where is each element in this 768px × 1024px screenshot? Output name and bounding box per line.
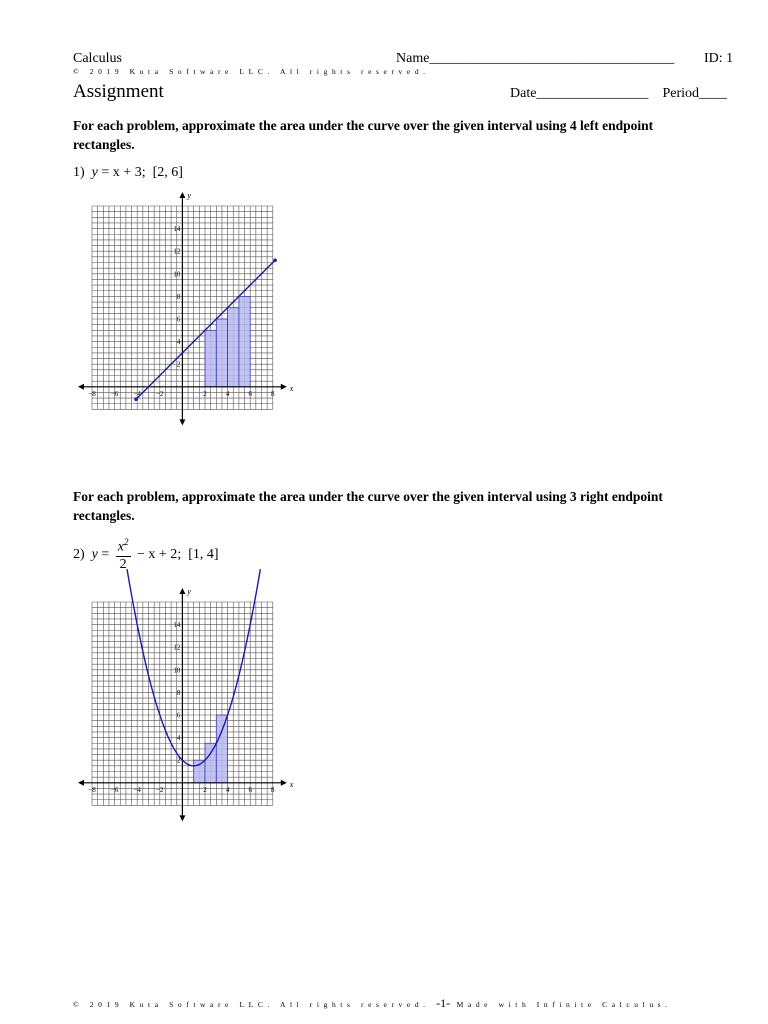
problem-1-graph-x-tick-label: −6 bbox=[110, 389, 119, 398]
problem-1-graph-y-arrow-up bbox=[179, 192, 185, 198]
footer-copyright: © 2019 Kuta Software LLC. All rights reserved. bbox=[73, 1000, 430, 1009]
problem-1-graph-y-tick-label: 8 bbox=[176, 292, 181, 301]
problem-1-graph-x-tick-label: −8 bbox=[88, 389, 96, 398]
problem-2-graph-y-tick-label: 14 bbox=[173, 621, 181, 630]
header-copyright: © 2019 Kuta Software LLC. All rights reserved. bbox=[73, 67, 430, 76]
problem-2-graph-rectangle-3 bbox=[216, 715, 227, 783]
problem-1-number: 1) bbox=[73, 165, 85, 180]
problem-2-interval: [1, 4] bbox=[188, 547, 219, 563]
problem-2-graph-y-tick-label: 6 bbox=[176, 711, 181, 720]
problem-1-graph-y-tick-label: 6 bbox=[176, 315, 181, 324]
problem-1-graph-x-arrow-left bbox=[78, 384, 84, 390]
problem-2-graph-y-tick-label: 4 bbox=[176, 734, 181, 743]
problem-1-graph-curve-end-right bbox=[273, 258, 277, 262]
problem-1-graph-x-axis-label: x bbox=[289, 383, 294, 393]
problem-2-graph-x-arrow-right bbox=[281, 780, 287, 786]
problem-2-graph-y-tick-label: 12 bbox=[173, 643, 181, 652]
problem-2-graph-y-tick-label: 8 bbox=[176, 688, 181, 697]
problem-1-graph-x-tick-label: 2 bbox=[203, 389, 207, 398]
problem-2-graph-x-arrow-left bbox=[78, 780, 84, 786]
subject-label: Calculus bbox=[73, 51, 122, 66]
problem-2-number: 2) bbox=[73, 547, 85, 563]
problem-2-rest: − x + 2 bbox=[137, 547, 178, 563]
problem-1-statement: 1) y = x + 3; [2, 6] bbox=[73, 165, 183, 180]
problem-2-graph-x-tick-label: −8 bbox=[88, 785, 96, 794]
id-label: ID: 1 bbox=[704, 51, 734, 66]
problem-1-interval: [2, 6] bbox=[152, 165, 183, 180]
page-title: Assignment bbox=[73, 81, 164, 102]
problem-1-graph-rectangle-4 bbox=[239, 296, 250, 386]
problem-1-graph-y-arrow-down bbox=[179, 419, 185, 425]
problem-2-graph-x-tick-label: −2 bbox=[156, 785, 164, 794]
problem-1-graph-x-tick-label: 4 bbox=[225, 389, 230, 398]
fraction-denominator: 2 bbox=[119, 556, 127, 572]
problem-2-graph-x-axis-label: x bbox=[289, 779, 294, 789]
problem-2-graph-x-tick-label: −6 bbox=[110, 785, 119, 794]
problem-2-graph-x-tick-label: 6 bbox=[248, 785, 252, 794]
problem-1-graph bbox=[72, 190, 294, 410]
problem-2-graph-y-tick-label: 2 bbox=[176, 756, 181, 765]
problem-2-graph-y-arrow-down bbox=[179, 815, 185, 821]
problem-1-graph-y-tick-label: 4 bbox=[176, 338, 181, 347]
problem-2-graph-rectangle-2 bbox=[205, 743, 216, 783]
page-footer bbox=[73, 996, 672, 1011]
problem-2-instructions: For each problem, approximate the area under the curve over the given interval using 3 right endpoint rectangles. bbox=[73, 489, 663, 523]
problem-1-graph-rectangle-1 bbox=[205, 330, 216, 387]
date-field-label: Date________________ bbox=[510, 86, 649, 101]
footer-credit: Made with Infinite Calculus. bbox=[456, 1000, 672, 1009]
fraction-numerator: x bbox=[117, 539, 125, 555]
problem-1-graph-curve-end-left bbox=[134, 397, 138, 401]
problem-2-graph bbox=[72, 586, 294, 806]
problem-2-lhs: y bbox=[91, 547, 98, 563]
problem-2-graph-y-tick-label: 10 bbox=[173, 666, 181, 675]
problem-1-instructions: For each problem, approximate the area under the curve over the given interval using 4 left endpoint rectangles. bbox=[73, 118, 654, 152]
page-number: -1- bbox=[436, 996, 451, 1010]
problem-1-graph-y-tick-label: 10 bbox=[173, 270, 181, 279]
problem-2-statement: 2) y = $\frac{x^2}{2}$ − x + 2; [1, 4] bbox=[73, 537, 219, 572]
problem-1-graph-x-tick-label: 6 bbox=[248, 389, 252, 398]
problem-2-graph-x-tick-label: 4 bbox=[225, 785, 230, 794]
problem-2-graph-x-tick-label: 8 bbox=[271, 785, 275, 794]
problem-1-graph-y-axis-label: y bbox=[187, 191, 191, 200]
problem-1-graph-y-tick-label: 12 bbox=[173, 247, 181, 256]
problem-1-graph-y-tick-label: 2 bbox=[176, 360, 181, 369]
problem-2-fraction bbox=[116, 537, 131, 573]
problem-1-lhs: y bbox=[91, 165, 98, 180]
problem-2-graph-y-axis-label: y bbox=[187, 587, 191, 596]
period-field-label: Period____ bbox=[662, 86, 727, 101]
problem-1-graph-rectangle-3 bbox=[228, 308, 239, 387]
problem-1-graph-rectangle-2 bbox=[216, 319, 227, 387]
problem-2-graph-rectangle-1 bbox=[194, 760, 205, 783]
problem-1-graph-x-arrow-right bbox=[281, 384, 287, 390]
name-field-label: Name___________________________________ bbox=[396, 51, 675, 66]
fraction-exponent: 2 bbox=[124, 537, 129, 547]
problem-1-graph-x-tick-label: 8 bbox=[271, 389, 275, 398]
date-period-line bbox=[510, 86, 727, 102]
problem-1-graph-x-tick-label: −2 bbox=[156, 389, 164, 398]
problem-1-graph-y-tick-label: 14 bbox=[173, 225, 181, 234]
problem-1-rhs: x + 3 bbox=[112, 165, 142, 180]
problem-2-graph-y-arrow-up bbox=[179, 588, 185, 594]
problem-2-graph-x-tick-label: 2 bbox=[203, 785, 207, 794]
problem-2-graph-x-tick-label: −4 bbox=[133, 785, 141, 794]
problem-1-graph-x-tick-label: −4 bbox=[133, 389, 141, 398]
